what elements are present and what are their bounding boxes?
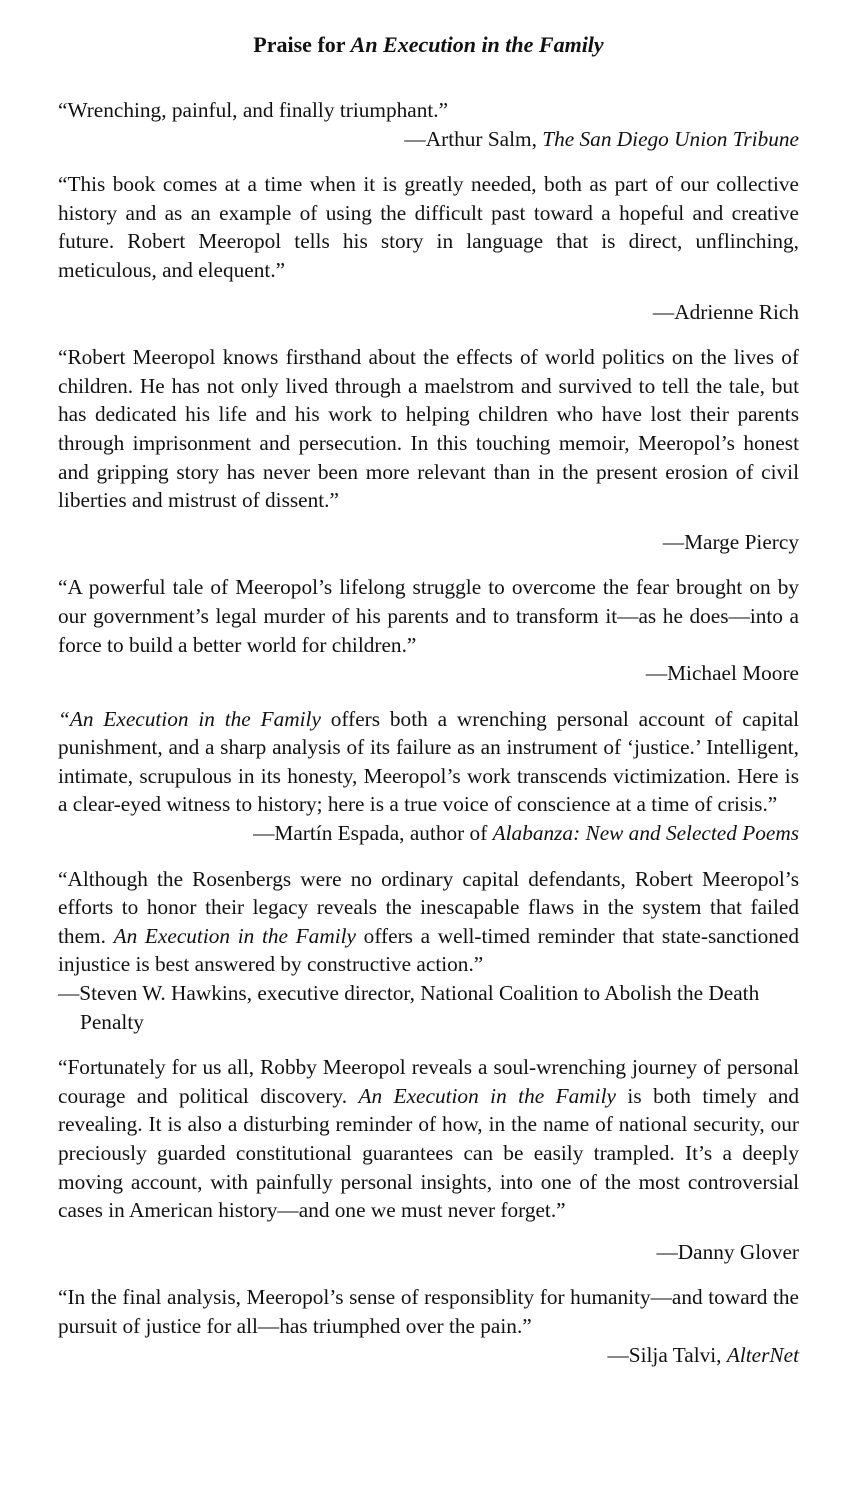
attribution — [58, 819, 799, 848]
book-title: An Execution in the Family — [350, 32, 604, 57]
quote-body: “Fortunately for us all, Robby Meeropol reveals a soul-wrenching journey of personal courage and political discovery. — [58, 1055, 799, 1108]
quote-text: “A powerful tale of Meeropol’s lifelong struggle to overcome the fear brought on by our government’s legal murder of his parents and to transform it—as he does—into a force to build a better world for children.” — [58, 575, 799, 657]
attribution-source: The San Diego Union Tribune — [542, 126, 799, 151]
blurb-moore — [58, 573, 799, 687]
blurb-hawkins — [58, 865, 799, 1037]
quote-body: offers a well-timed reminder that state-sanctioned injustice is best answered by constructive action.” — [58, 923, 800, 977]
open-quote: “ — [58, 706, 70, 731]
quote-text: “Robert Meeropol knows firsthand about the effects of world politics on the lives of children. He has not only lived through a maelstrom and survived to tell the tale, but has dedicated his life and his work to helping children who have lost their parents through imprisonment and persecution. In this touching memoir, Meeropol’s honest and gripping story has never been more relevant than in the present erosion of civil liberties and mistrust of dissent.” — [58, 345, 799, 513]
blurb-salm — [58, 96, 799, 153]
quote-text — [58, 705, 799, 819]
attribution-name: —Silja Talvi, — [607, 1342, 727, 1367]
quote-text: “In the final analysis, Meeropol’s sense of responsiblity for humanity—and toward the pursuit of justice for all—has triumphed over the pain.” — [58, 1285, 799, 1338]
quote-text: “Wrenching, painful, and finally triumphant.” — [58, 98, 449, 122]
attribution: —Adrienne Rich — [652, 299, 799, 324]
attribution: —Marge Piercy — [662, 529, 799, 554]
blurb-rich — [58, 170, 799, 326]
attribution-source: AlterNet — [726, 1342, 799, 1367]
book-title-mention: An Execution in the Family — [358, 1083, 616, 1108]
attribution-name: —Arthur Salm, — [404, 126, 543, 151]
quote-text: “This book comes at a time when it is greatly needed, both as part of our collective history and as an example of using the difficult past toward a hopeful and creative future. Robert Meeropol tells his story in language that is direct, unflinching, meticulous, and elequent.” — [58, 172, 799, 282]
attribution — [58, 125, 799, 154]
book-title-mention: An Execution in the Family — [69, 706, 321, 731]
quote-body: “Although the Rosenbergs were no ordinary capital defendants, Robert Meeropol’s efforts to honor their legacy reveals the inescapable flaws in the system that failed them. — [58, 866, 799, 948]
blurb-piercy — [58, 343, 799, 556]
quote-text — [58, 865, 799, 979]
attribution: —Steven W. Hawkins, executive director, National Coalition to Abolish the Death Penalty — [58, 981, 760, 1034]
blurb-talvi — [58, 1283, 799, 1369]
attribution: —Michael Moore — [645, 661, 799, 686]
attribution — [58, 1341, 799, 1370]
quote-body: is both timely and revealing. It is also a disturbing reminder of how, in the name of national security, our preciously guarded constitutional guarantees can be easily trampled. It’s a deeply moving account, with painfully personal insights, into one of the most controversial cases in American history—and one we must never forget.” — [58, 1083, 800, 1223]
quote-text — [58, 1053, 799, 1225]
blurb-glover — [58, 1053, 799, 1266]
attribution-source: Alabanza: New and Selected Poems — [492, 821, 799, 846]
page-title — [58, 28, 799, 62]
attribution: —Danny Glover — [656, 1239, 799, 1264]
attribution-name: —Martín Espada, author of — [253, 821, 493, 846]
blurb-espada — [58, 705, 799, 848]
quote-body: offers both a wrenching personal account of capital punishment, and a sharp analysis of its failure as an instrument of ‘justice.’ Intelligent, intimate, scrupulous in its honesty, Meeropol’s work transcends victimization. Here is a clear-eyed witness to history; here is a true voice of conscience at a time of crisis.” — [58, 706, 799, 817]
title-prefix: Praise for — [253, 32, 351, 57]
book-title-mention: An Execution in the Family — [113, 923, 356, 948]
